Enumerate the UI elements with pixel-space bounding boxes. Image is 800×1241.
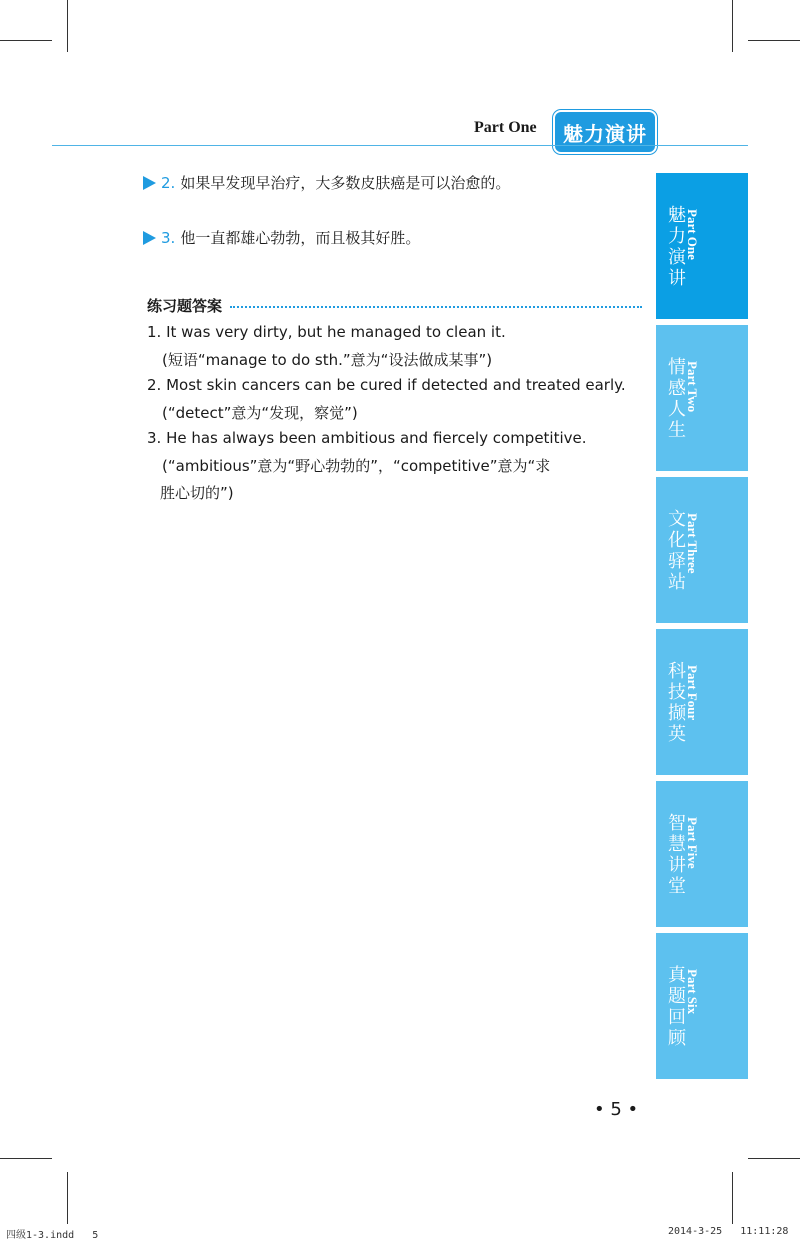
tab-part-two[interactable] bbox=[656, 325, 748, 471]
answers-title: 练习题答案 bbox=[147, 297, 223, 315]
sentence-text: 如果早发现早治疗，大多数皮肤癌是可以治愈的。 bbox=[180, 174, 511, 192]
tab-title-cn: 科技撷英 bbox=[668, 661, 686, 745]
footer-file-info: 四级1-3.indd 5 bbox=[6, 1230, 99, 1241]
tab-part-five[interactable] bbox=[656, 781, 748, 927]
answer-note-continued: 胜心切的”) bbox=[160, 484, 234, 502]
crop-mark bbox=[748, 1158, 800, 1159]
answer-note: (“ambitious”意为“野心勃勃的”，“competitive”意为“求 bbox=[162, 457, 551, 475]
crop-mark bbox=[732, 1172, 733, 1224]
sentence-number: 2. bbox=[161, 173, 176, 192]
tab-title-en: Part Three bbox=[685, 513, 700, 574]
tab-title-cn: 智慧讲堂 bbox=[668, 813, 686, 897]
tab-part-four[interactable] bbox=[656, 629, 748, 775]
crop-mark bbox=[0, 1158, 52, 1159]
dotted-divider bbox=[230, 306, 642, 308]
tab-title-cn: 真题回顾 bbox=[668, 965, 686, 1049]
crop-mark bbox=[67, 1172, 68, 1224]
sentence-text: 他一直都雄心勃勃，而且极其好胜。 bbox=[180, 229, 421, 247]
tab-title-cn: 情感人生 bbox=[668, 357, 686, 441]
tab-title-en: Part One bbox=[685, 209, 700, 260]
tab-title-cn: 文化驿站 bbox=[668, 509, 686, 593]
page-number: • 5 • bbox=[594, 1099, 639, 1120]
answer-note: (短语“manage to do sth.”意为“设法做成某事”) bbox=[162, 351, 493, 369]
triangle-bullet-icon bbox=[143, 176, 156, 190]
answer-text: 2. Most skin cancers can be cured if detected and treated early. bbox=[147, 376, 626, 394]
tab-title-en: Part Four bbox=[685, 665, 700, 721]
tab-title-en: Part Two bbox=[685, 361, 700, 413]
answers-heading bbox=[147, 295, 642, 316]
tab-part-six[interactable] bbox=[656, 933, 748, 1079]
sentence-item bbox=[143, 227, 420, 248]
tab-title-cn: 魅力演讲 bbox=[668, 205, 686, 289]
footer-timestamp: 2014-3-25 11:11:28 bbox=[668, 1226, 789, 1237]
section-badge: 魅力演讲 bbox=[553, 110, 657, 154]
tab-title-en: Part Six bbox=[685, 969, 700, 1015]
crop-mark bbox=[67, 0, 68, 52]
crop-mark bbox=[732, 0, 733, 52]
triangle-bullet-icon bbox=[143, 231, 156, 245]
crop-mark bbox=[0, 40, 52, 41]
crop-mark bbox=[748, 40, 800, 41]
sentence-number: 3. bbox=[161, 228, 176, 247]
header-rule bbox=[52, 145, 748, 146]
part-label: Part One bbox=[474, 119, 537, 136]
answer-note: (“detect”意为“发现，察觉”) bbox=[162, 404, 358, 422]
tab-title-en: Part Five bbox=[685, 817, 700, 869]
tab-part-three[interactable] bbox=[656, 477, 748, 623]
sentence-item bbox=[143, 172, 510, 193]
answer-text: 1. It was very dirty, but he managed to clean it. bbox=[147, 323, 506, 341]
answer-text: 3. He has always been ambitious and fiercely competitive. bbox=[147, 429, 587, 447]
tab-part-one[interactable] bbox=[656, 173, 748, 319]
